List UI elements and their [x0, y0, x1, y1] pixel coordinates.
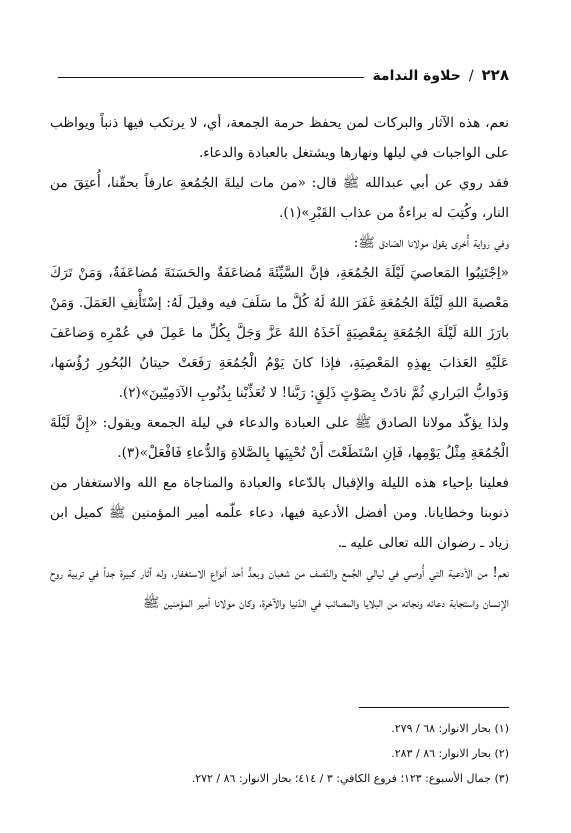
- footnote-divider: [359, 707, 509, 708]
- footnotes: [50, 716, 509, 791]
- paragraph: نعم، هذه الآثار والبركات لمن يحفظ حرمة الجمعة، أي، لا يرتكب فيها ذنباً ويواظب على الواجبات في ليلها ونهارها ويشتغل بالعبادة والدعاء.: [50, 115, 509, 161]
- paragraph: ولذا يؤكّد مولانا الصادق ﷺ على العبادة والدعاء في ليلة الجمعة ويقول: «إِنَّ لَيْلَةَ الْجُمُعَةِ مِثْلُ يَوْمِها، فَإنِ اسْتَطَعْتَ أَنْ تُحْيِيَها بِالصَّلاةِ وَالدُّعاءِ فَافْعَلْ»(٣).: [50, 415, 509, 461]
- quoted-hadith: «اِجْتَنِبُوا المَعاصيَ لَيْلَةَ الجُمُعَةِ، فإنَّ السَّيِّئَةَ مُضاعَفَةٌ والحَسَنَةَ مُضاعَفَةٌ، وَمَنْ تَرَكَ مَعْصيةَ اللهِ لَيْلَةَ الجُمُعَةِ غَفَرَ اللهُ لَهُ كُلَّ ما سَلَفَ فيه وقيلَ لَهُ: إسْتَأْنِفِ العَمَلَ. وَمَنْ بارَزَ اللهَ لَيْلَةَ الجُمُعَةِ بِمَعْصِيَةٍ اَخَذَهُ اللهُ عَزَّ وَجَلَّ بِكُلِّ ما عَمِلَ في عُمْرِه وَضاعَفَ عَلَيْهِ العَذابَ بِهذِهِ المَعْصِيَةِ، فإذا كانَ يَوْمُ الْجُمُعَةِ رَفَعَتْ حيتانُ البُحُورِ رُؤُسَها، وَدَوابُّ البَراري ثُمَّ نادَتْ بِصَوْتٍ ذَلِقٍ: رَبَّنا! لا تُعَذِّبْنا بِذُنُوبِ الآدَمِيّينَ»(٢).: [50, 265, 509, 401]
- paragraph: نعم! من الأدعية التي أُوصي في ليالي الجُمع والنّصف من شعبان وبعدُّ أحد أنواع الاستغفار، وله آثار كبيرة جداً في تربية روح الإنسان واستجابة دعائه ونجاته من البلايا والمصائب في الدّنيا والآخرة، وكان مولانا أمير المؤمنين ﷺ: [50, 565, 509, 611]
- header-rule: [58, 77, 364, 78]
- page-number: ٢٢٨: [481, 66, 509, 84]
- paragraph: فقد روي عن أبي عبدالله ﷺ قال: «من مات ليلةَ الجُمُعةِ عارفاً بحقّنا، أُعتِقَ من النار، وكُتِبَ له براءةٌ من عذاب القَبْرِ»(١).: [50, 175, 509, 221]
- header-separator: /: [468, 68, 474, 84]
- footnote: (٣) جمال الأسبوع: ١٢٣؛ فروع الكافي: ٣ / ٤١٤؛ بحار الانوار: ٨٦ / ٢٧٢.: [191, 772, 509, 785]
- footnote: (١) بحار الانوار: ٦٨ / ٢٧٩.: [391, 722, 509, 735]
- paragraph: فعلينا بإحياء هذه الليلة والإقبال بالدّعاء والعبادة والمناجاة مع الله والاستغفار من ذنوبنا وخطايانا. ومن أفضل الأدعية فيها، دعاء علّمه أمير المؤمنين ﷺ كميل ابن زياد ـ رضوان الله تعالى عليه ـ.: [50, 475, 509, 551]
- footnote: (٢) بحار الانوار: ٨٦ / ٢٨٣.: [391, 747, 509, 760]
- header-title: حلاوة الندامة: [372, 68, 461, 84]
- paragraph: وفي رواية أُخرى يقول مولانا الصّادق ﷺ:: [353, 235, 509, 251]
- main-text: [50, 108, 509, 618]
- running-header: [58, 62, 509, 84]
